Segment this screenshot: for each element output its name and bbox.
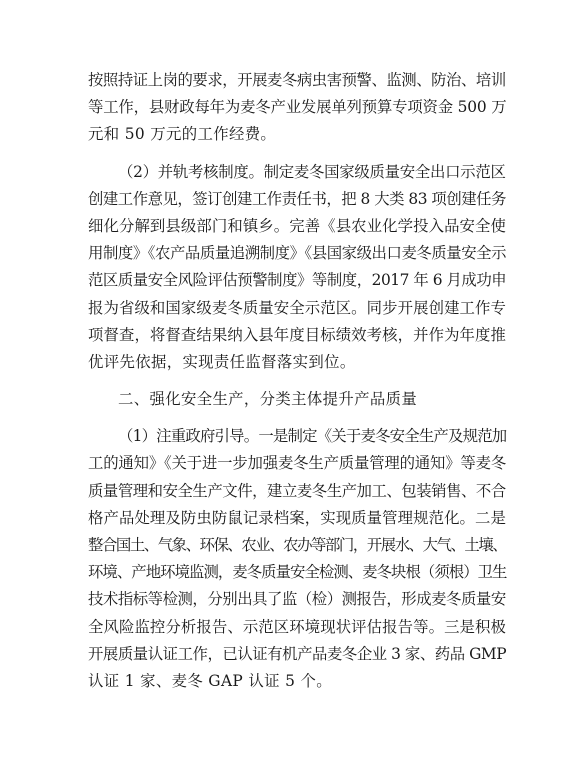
text-line: 等工作，县财政每年为麦冬产业发展单列预算专项资金 500 万	[88, 98, 507, 117]
text-line: 细化分解到县级部门和镇乡。完善《县农业化学投入品安全使	[88, 216, 506, 235]
text-line: 创建工作意见，签订创建工作责任书，把 8 大类 83 项创建任务	[88, 189, 506, 208]
text-line: 优评先依据，实现责任监督落实到位。	[88, 352, 356, 371]
text-line: 工的通知》《关于进一步加强麦冬生产质量管理的通知》等麦冬	[88, 454, 507, 473]
text-line: 按照持证上岗的要求，开展麦冬病虫害预警、监测、防治、培训	[88, 71, 506, 89]
section-heading	[88, 386, 506, 413]
text-line: 用制度》《农产品质量追溯制度》《县国家级出口麦冬质量安全示	[88, 244, 507, 263]
text-line: 开展质量认证工作，已认证有机产品麦冬企业 3 家、药品 GMP	[88, 644, 507, 663]
document-body	[88, 67, 506, 695]
paragraph-assessment-system	[88, 159, 506, 377]
text-line: 项督查，将督查结果纳入县年度目标绩效考核，并作为年度推	[88, 325, 506, 344]
text-line: 技术指标等检测，分别出具了监（检）测报告，形成麦冬质量安	[88, 590, 506, 609]
text-line: 整合国土、气象、环保、农业、农办等部门，开展水、大气、土壤、	[88, 536, 507, 554]
text-line: 格产品处理及防虫防鼠记录档案，实现质量管理规范化。二是	[88, 508, 506, 527]
text-line: （2）并轨考核制度。制定麦冬国家级质量安全出口示范区	[118, 162, 506, 181]
text-line: 环境、产地环境监测，麦冬质量安全检测、麦冬块根（须根）卫生	[88, 563, 507, 582]
text-line: 认证 1 家、麦冬 GAP 认证 5 个。	[88, 671, 332, 690]
text-line: （1）注重政府引导。一是制定《关于麦冬安全生产及规范加	[118, 427, 507, 446]
paragraph-funding	[88, 67, 506, 149]
section-heading-text: 二、强化安全生产，分类主体提升产品质量	[118, 390, 418, 409]
text-line: 范区质量安全风险评估预警制度》等制度，2017 年 6 月成功申	[88, 271, 507, 290]
text-line: 全风险监控分析报告、示范区环境现状评估报告等。三是积极	[88, 617, 506, 636]
text-line: 质量管理和安全生产文件，建立麦冬生产加工、包装销售、不合	[88, 481, 506, 500]
paragraph-government-guidance	[88, 423, 506, 695]
text-line: 报为省级和国家级麦冬质量安全示范区。同步开展创建工作专	[88, 298, 506, 317]
text-line: 元和 50 万元的工作经费。	[88, 125, 277, 144]
